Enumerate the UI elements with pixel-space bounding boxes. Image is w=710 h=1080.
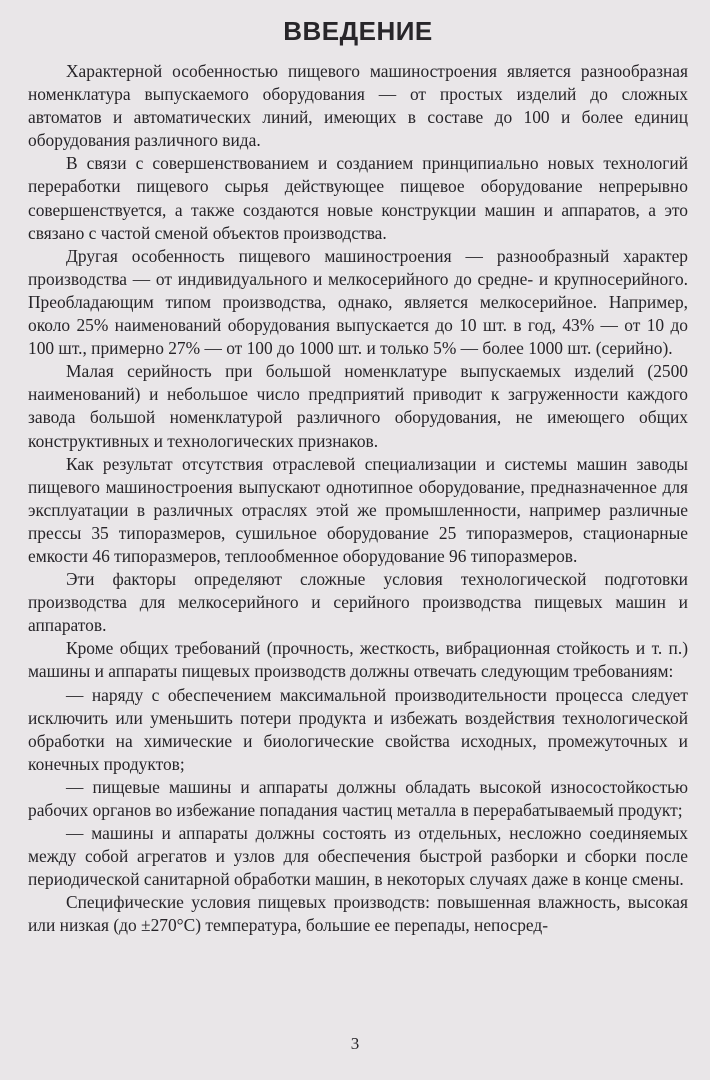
paragraph-7: Кроме общих требований (прочность, жесткость, вибрационная стойкость и т. п.) машины и аппараты пищевых производств должны отвечать следующим требованиям: xyxy=(28,638,688,682)
paragraph-8: Специфические условия пищевых производств: повышенная влажность, высокая или низкая (до ±270°С) температура, большие ее перепады, непосред- xyxy=(28,892,688,936)
list-item-3: — машины и аппараты должны состоять из отдельных, несложно соединяемых между собой агрегатов и узлов для обеспечения быстрой разборки и сборки после периодической санитарной обработки машин, в некоторых случаях даже в конце смены. xyxy=(28,823,688,890)
paragraph-6: Эти факторы определяют сложные условия технологической подготовки производства для мелкосерийного и серийного производства пищевых машин и аппаратов. xyxy=(28,569,688,636)
paragraph-2: В связи с совершенствованием и созданием принципиально новых технологий переработки пищевого сырья действующее пищевое оборудование непрерывно совершенствуется, а также создаются новые конструкции машин и аппаратов, а это связано с частой сменой объектов производства. xyxy=(28,153,688,243)
page-title: ВВЕДЕНИЕ xyxy=(283,16,433,46)
paragraph-4: Малая серийность при большой номенклатуре выпускаемых изделий (2500 наименований) и небольшое число предприятий приводит к загруженности каждого завода большой номенклатурой различного оборудования, не имеющего общих конструктивных и технологических признаков. xyxy=(28,361,688,451)
list-item-1: — наряду с обеспечением максимальной производительности процесса следует исключить или уменьшить потери продукта и избежать воздействия технологической обработки на химические и биологические свойства исходных, промежуточных и конечных продуктов; xyxy=(28,684,688,774)
paragraph-5: Как результат отсутствия отраслевой специализации и системы машин заводы пищевого машиностроения выпускают однотипное оборудование, предназначенное для эксплуатации в различных отраслях этой же промышленности, например различные прессы 35 типоразмеров, сушильное оборудование 25 типоразмеров, стационарные емкости 46 типоразмеров, теплообменное оборудование 96 типоразмеров. xyxy=(28,453,688,566)
list-item-2: — пищевые машины и аппараты должны обладать высокой износостойкостью рабочих органов во избежание попадания частиц металла в перерабатываемый продукт; xyxy=(28,776,688,820)
paragraph-3: Другая особенность пищевого машиностроения — разнообразный характер производства — от индивидуального и мелкосерийного до средне- и крупносерийного. Преобладающим типом производства, однако, является мелкосерийное. Например, около 25% наименований оборудования выпускается до 10 шт. в год, 43% — от 10 до 100 шт., примерно 27% — от 100 до 1000 шт. и только 5% — более 1000 шт. (серийно). xyxy=(28,245,688,359)
page-number: 3 xyxy=(350,1034,360,1053)
paragraph-1: Характерной особенностью пищевого машиностроения является разнообразная номенклатура выпускаемого оборудования — от простых изделий до сложных автоматов и автоматических линий, имеющих в составе до 100 и более единиц оборудования различного вида. xyxy=(28,61,688,151)
body-text xyxy=(28,60,688,938)
